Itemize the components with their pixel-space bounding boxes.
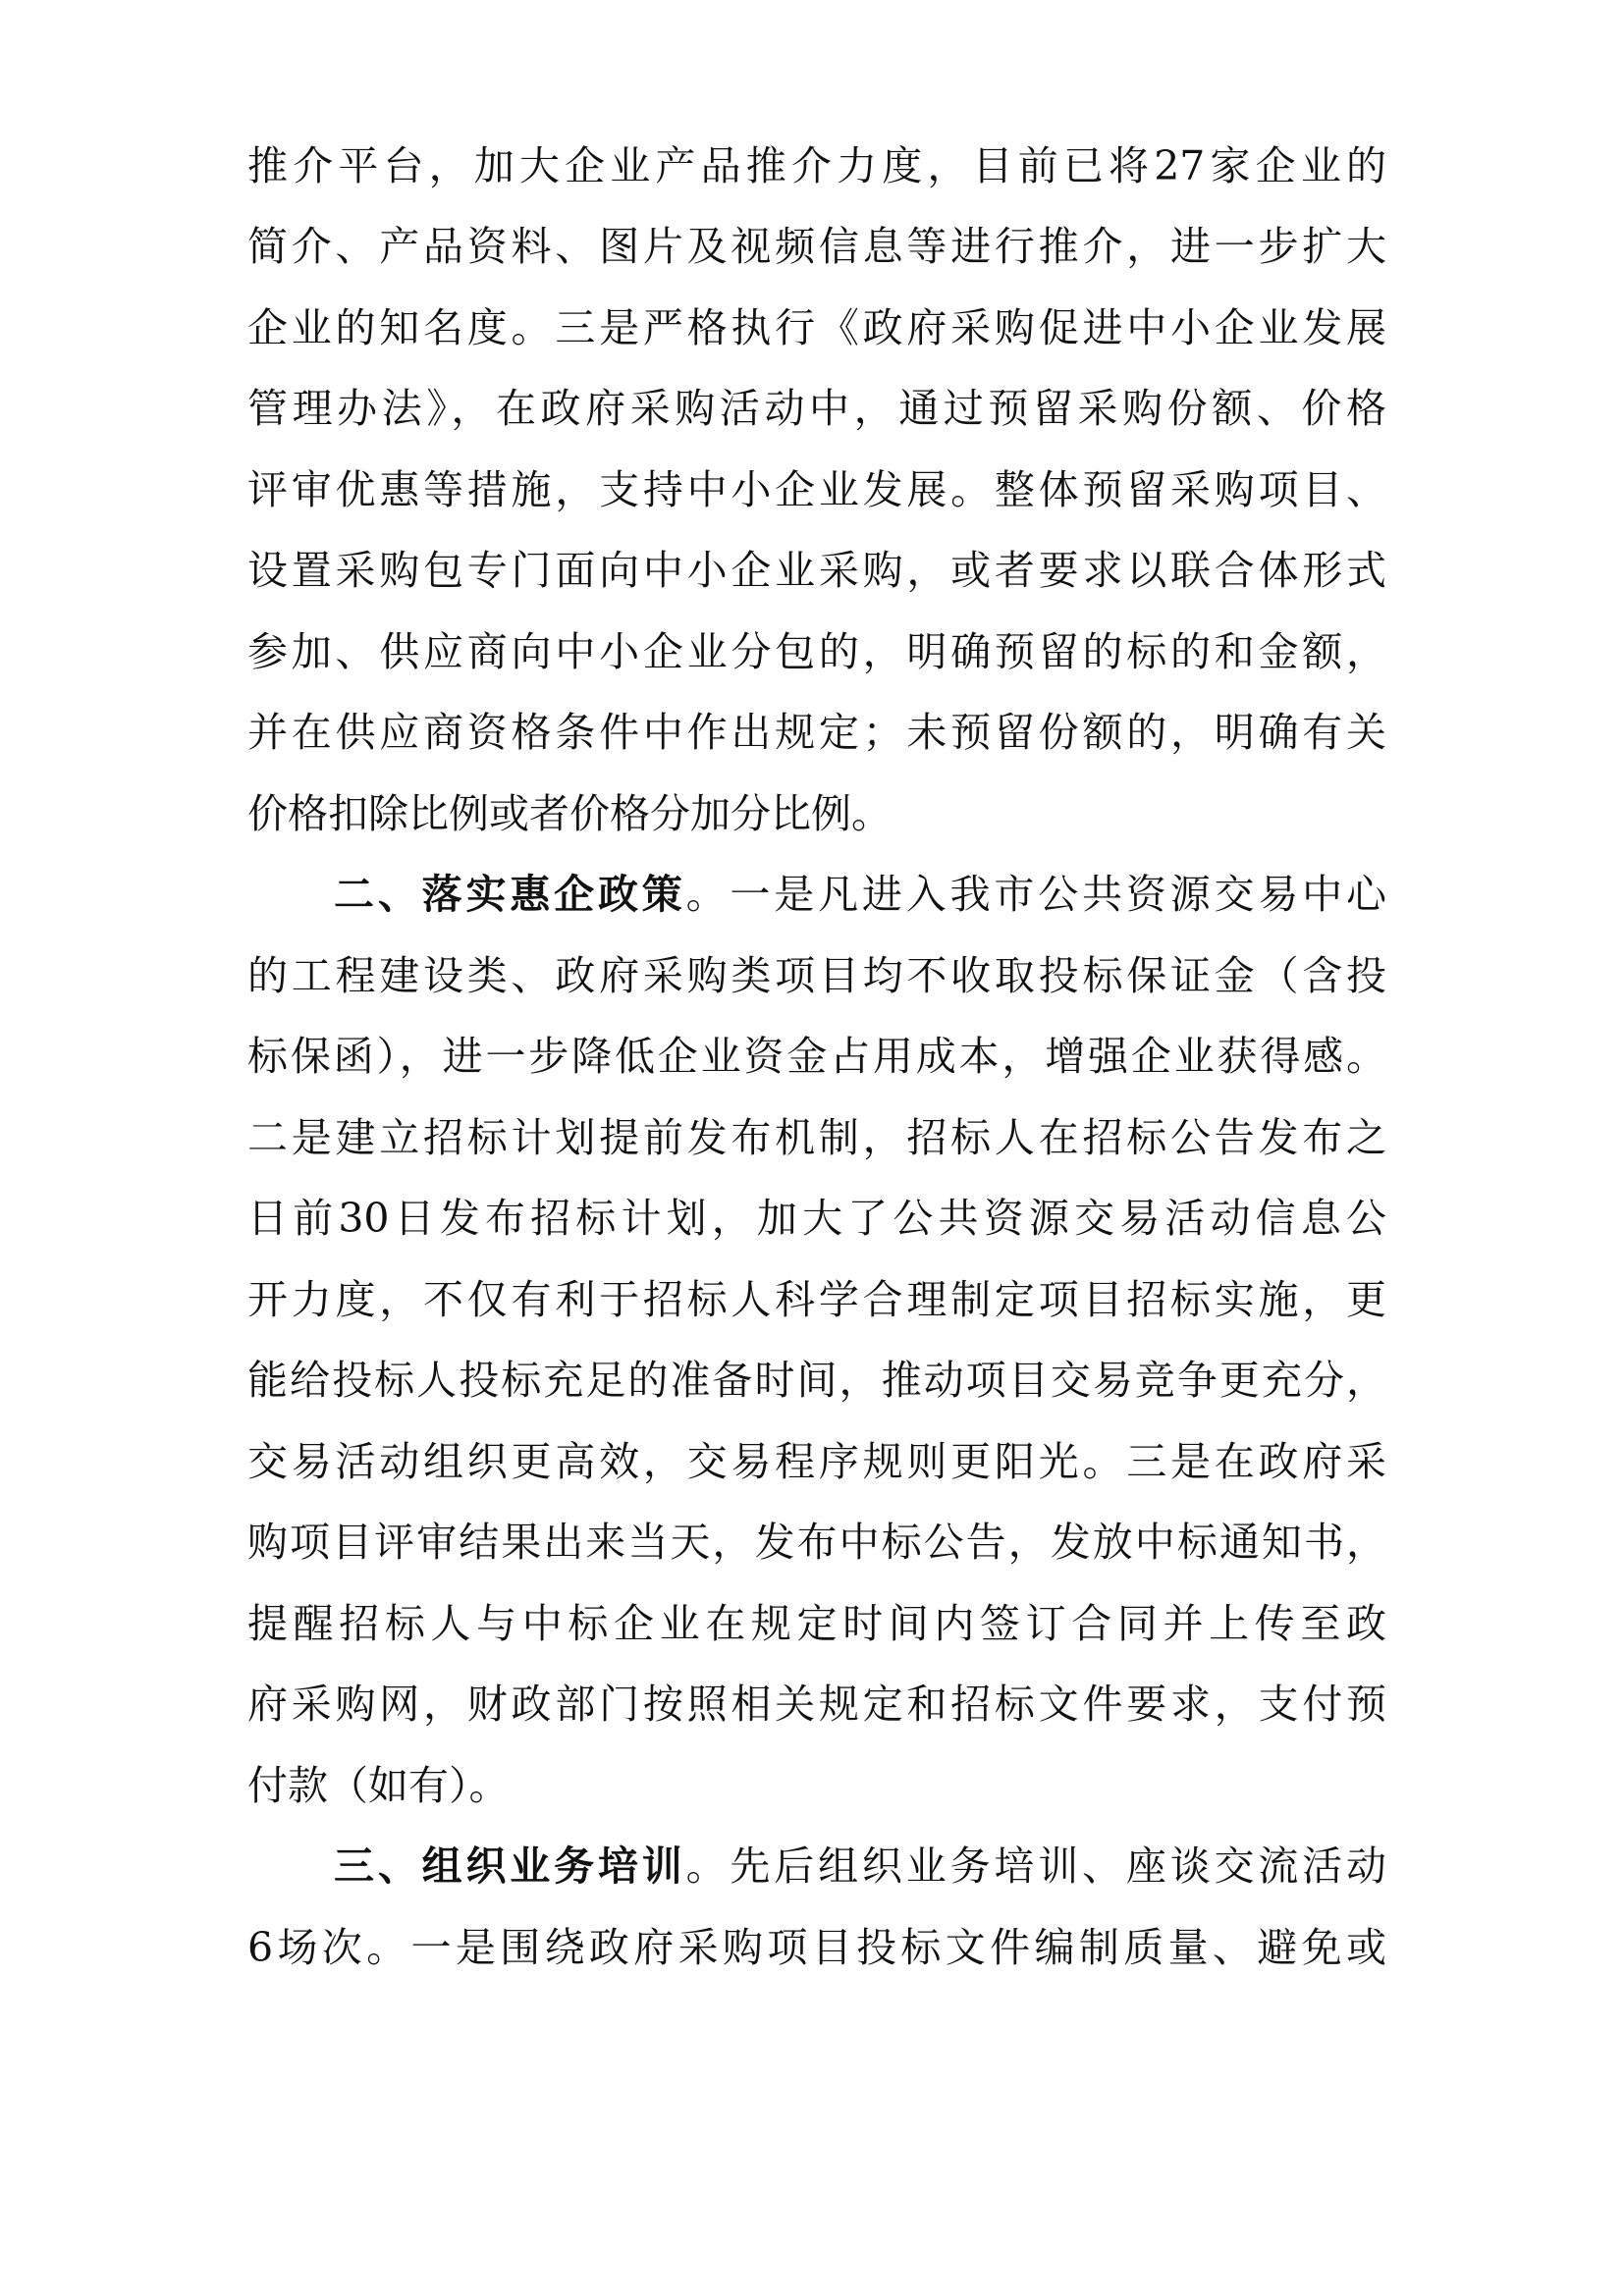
paragraph-line: 管理办法》，在政府采购活动中，通过预留采购份额、价格: [247, 385, 1386, 432]
section-3-first-line-text: 。先后组织业务培训、座谈交流活动: [685, 1842, 1386, 1890]
paragraph-line: 价格扣除比例或者价格分加分比例。: [247, 790, 892, 837]
paragraph-line: 的工程建设类、政府采购类项目均不收取投标保证金（含投: [247, 952, 1386, 999]
paragraph-line: 交易活动组织更高效，交易程序规则更阳光。三是在政府采: [247, 1438, 1386, 1485]
paragraph-line: 府采购网，财政部门按照相关规定和招标文件要求，支付预: [247, 1681, 1386, 1728]
paragraph-line: 简介、产品资料、图片及视频信息等进行推介，进一步扩大: [247, 223, 1386, 270]
paragraph-line: 参加、供应商向中小企业分包的，明确预留的标的和金额，: [247, 628, 1386, 675]
paragraph-line: 开力度，不仅有利于招标人科学合理制定项目招标实施，更: [247, 1276, 1386, 1323]
section-2-first-line: [334, 854, 1386, 934]
paragraph-line: 并在供应商资格条件中作出规定；未预留份额的，明确有关: [247, 709, 1386, 756]
paragraph-line: 标保函），进一步降低企业资金占用成本，增强企业获得感。: [247, 1033, 1386, 1080]
paragraph-line: 二是建立招标计划提前发布机制，招标人在招标公告发布之: [247, 1114, 1386, 1161]
section-3-heading: 三、组织业务培训: [334, 1842, 686, 1890]
paragraph-line: 评审优惠等措施，支持中小企业发展。整体预留采购项目、: [247, 466, 1386, 513]
paragraph-line: 提醒招标人与中标企业在规定时间内签订合同并上传至政: [247, 1600, 1386, 1647]
paragraph-line: 能给投标人投标充足的准备时间，推动项目交易竞争更充分，: [247, 1357, 1386, 1404]
section-3-first-line: [334, 1826, 1386, 1906]
section-2-heading: 二、落实惠企政策: [334, 871, 686, 918]
paragraph-line: 6场次。一是围绕政府采购项目投标文件编制质量、避免或: [247, 1924, 1386, 1971]
paragraph-line: 付款（如有）。: [247, 1762, 510, 1809]
paragraph-line: 购项目评审结果出来当天，发布中标公告，发放中标通知书，: [247, 1519, 1386, 1566]
section-2-first-line-text: 。一是凡进入我市公共资源交易中心: [685, 871, 1386, 918]
paragraph-line: 日前30日发布招标计划，加大了公共资源交易活动信息公: [247, 1195, 1386, 1242]
paragraph-line: 推介平台，加大企业产品推介力度，目前已将27家企业的: [247, 142, 1386, 189]
paragraph-line: 设置采购包专门面向中小企业采购，或者要求以联合体形式: [247, 547, 1386, 594]
paragraph-line: 企业的知名度。三是严格执行《政府采购促进中小企业发展: [247, 304, 1386, 351]
